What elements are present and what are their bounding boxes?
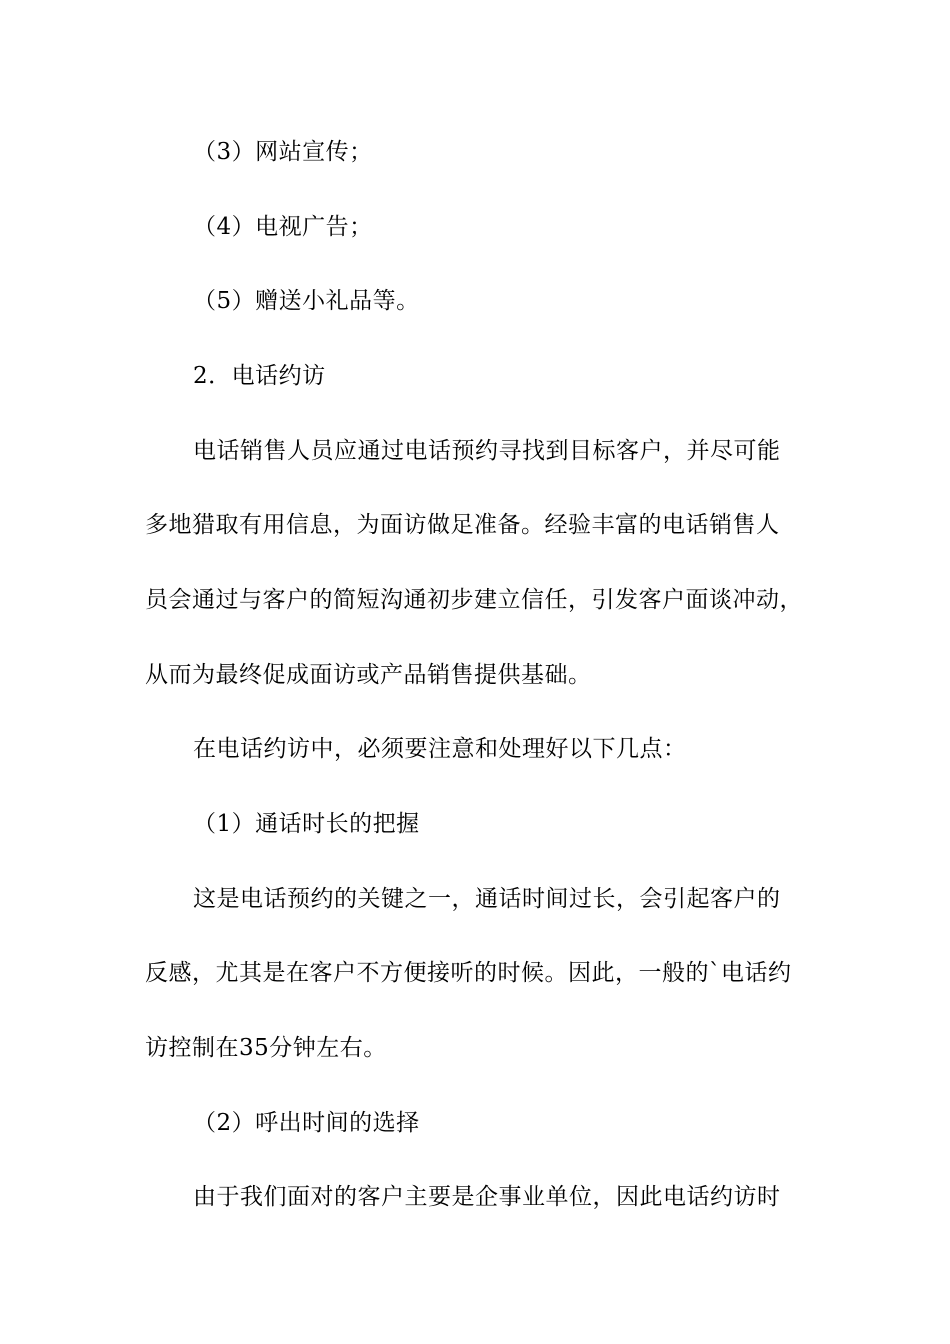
paragraph-line: 由于我们面对的客户主要是企事业单位，因此电话约访时 xyxy=(193,1184,781,1210)
section-heading-phone-appointment: 2．电话约访 xyxy=(193,363,326,389)
paragraph-line: 多地猎取有用信息，为面访做足准备。经验丰富的电话销售人 xyxy=(145,512,780,538)
subheading-call-duration: （1）通话时长的把握 xyxy=(193,811,420,837)
list-item-small-gifts: （5）赠送小礼品等。 xyxy=(193,288,420,314)
paragraph-line: 员会通过与客户的简短沟通初步建立信任，引发客户面谈冲动， xyxy=(145,587,803,613)
list-item-tv-advertising: （4）电视广告； xyxy=(193,214,373,240)
list-item-website-promotion: （3）网站宣传； xyxy=(193,139,373,165)
subheading-call-time-selection: （2）呼出时间的选择 xyxy=(193,1110,420,1136)
paragraph-line: 反感，尤其是在客户不方便接听的时候。因此，一般的`电话约 xyxy=(145,960,792,986)
paragraph-line: 电话销售人员应通过电话预约寻找到目标客户，并尽可能 xyxy=(193,438,781,464)
paragraph-line: 从而为最终促成面访或产品销售提供基础。 xyxy=(145,662,592,688)
paragraph-line: 这是电话预约的关键之一，通话时间过长，会引起客户的 xyxy=(193,886,781,912)
paragraph-line: 在电话约访中，必须要注意和处理好以下几点： xyxy=(193,736,687,762)
paragraph-line: 访控制在35分钟左右。 xyxy=(145,1035,387,1061)
